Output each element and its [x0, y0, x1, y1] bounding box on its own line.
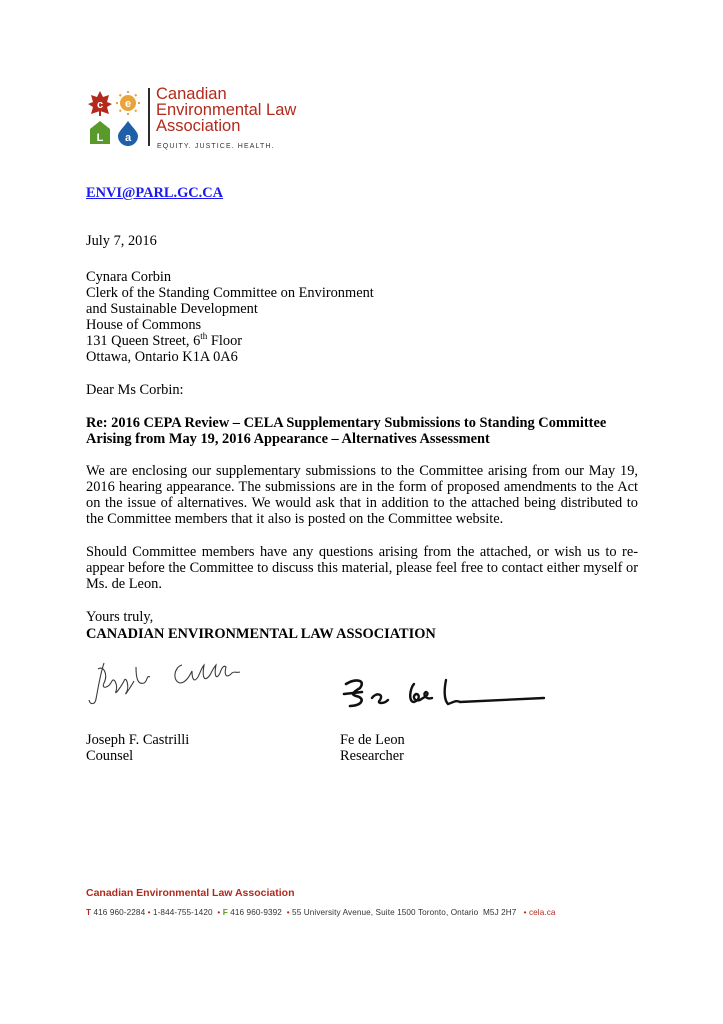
website-link[interactable]: cela.ca: [528, 908, 556, 917]
email-link[interactable]: ENVI@PARL.GC.CA: [86, 185, 224, 201]
address-line: House of Commons: [86, 317, 202, 333]
signature-castrilli: [86, 655, 246, 707]
logo-divider: [148, 88, 150, 146]
footer-contact-line: [86, 905, 556, 921]
logo-name-line: Environmental Law: [156, 101, 297, 119]
sun-icon: [116, 91, 140, 115]
separator-dot: •: [147, 908, 151, 917]
logo-tagline: EQUITY. JUSTICE. HEALTH.: [157, 143, 275, 150]
signatory-castrilli: [86, 732, 189, 764]
logo-wordmark: [156, 86, 296, 134]
recipient-address: [86, 269, 486, 365]
signatory-name: Joseph F. Castrilli: [86, 732, 190, 748]
street-suffix: Floor: [207, 333, 243, 349]
svg-text:e: e: [124, 98, 132, 110]
address-line: Cynara Corbin: [86, 269, 172, 285]
street-prefix: 131 Queen Street, 6: [86, 333, 201, 349]
phone-label: T: [86, 908, 92, 917]
letter-date: July 7, 2016: [86, 233, 157, 249]
house-icon: [90, 121, 110, 144]
closing: Yours truly,: [86, 609, 154, 625]
signature-de-leon: [340, 674, 550, 710]
svg-text:c: c: [96, 99, 104, 111]
address-line: Clerk of the Standing Committee on Environment: [86, 285, 374, 301]
tollfree-number: 1-844-755-1420: [152, 908, 213, 917]
signatory-de-leon: [340, 732, 405, 764]
water-drop-icon: [118, 121, 138, 146]
address-street-line: [86, 333, 486, 349]
separator-dot: •: [523, 908, 527, 917]
separator-dot: •: [286, 908, 290, 917]
body-paragraph-1: We are enclosing our supplementary submissions to the Committee arising from our May 19, 2016 hearing appearance. The submissions are in the form of proposed amendments to the Act on the issue of alternatives. We would ask that in addition to the attached being distributed to the Committee members that it also is posted on the Committee website.: [86, 463, 638, 527]
fax-number: 416 960-9392: [230, 908, 282, 917]
cela-logo-mark: [86, 90, 142, 146]
address-line: Ottawa, Ontario K1A 0A6: [86, 349, 238, 365]
footer-organization: Canadian Environmental Law Association: [86, 887, 295, 899]
svg-text:a: a: [124, 132, 132, 144]
signatory-title: Researcher: [340, 748, 404, 764]
footer-address: 55 University Avenue, Suite 1500 Toronto, Ontario M5J 2H7: [292, 908, 517, 917]
signatory-name: Fe de Leon: [340, 732, 405, 748]
salutation: Dear Ms Corbin:: [86, 382, 184, 398]
subject-line: [86, 415, 638, 447]
address-line: and Sustainable Development: [86, 301, 258, 317]
subject-line-text: Arising from May 19, 2016 Appearance – Alternatives Assessment: [86, 431, 490, 447]
maple-leaf-icon: [88, 91, 112, 116]
svg-text:L: L: [96, 132, 104, 144]
body-paragraph-2: Should Committee members have any questions arising from the attached, or wish us to re-appear before the Committee to discuss this material, please feel free to contact either myself or Ms. de Leon.: [86, 544, 638, 592]
street-superscript: th: [200, 331, 208, 342]
signatory-title: Counsel: [86, 748, 134, 764]
organization-name: CANADIAN ENVIRONMENTAL LAW ASSOCIATION: [86, 626, 436, 642]
fax-label: F: [222, 908, 228, 917]
logo-name-line: Canadian: [156, 85, 227, 103]
phone-number: 416 960-2284: [93, 908, 146, 917]
separator-dot: •: [217, 908, 221, 917]
logo-name-line: Association: [156, 117, 241, 135]
subject-line-text: Re: 2016 CEPA Review – CELA Supplementary Submissions to Standing Committee: [86, 415, 607, 431]
